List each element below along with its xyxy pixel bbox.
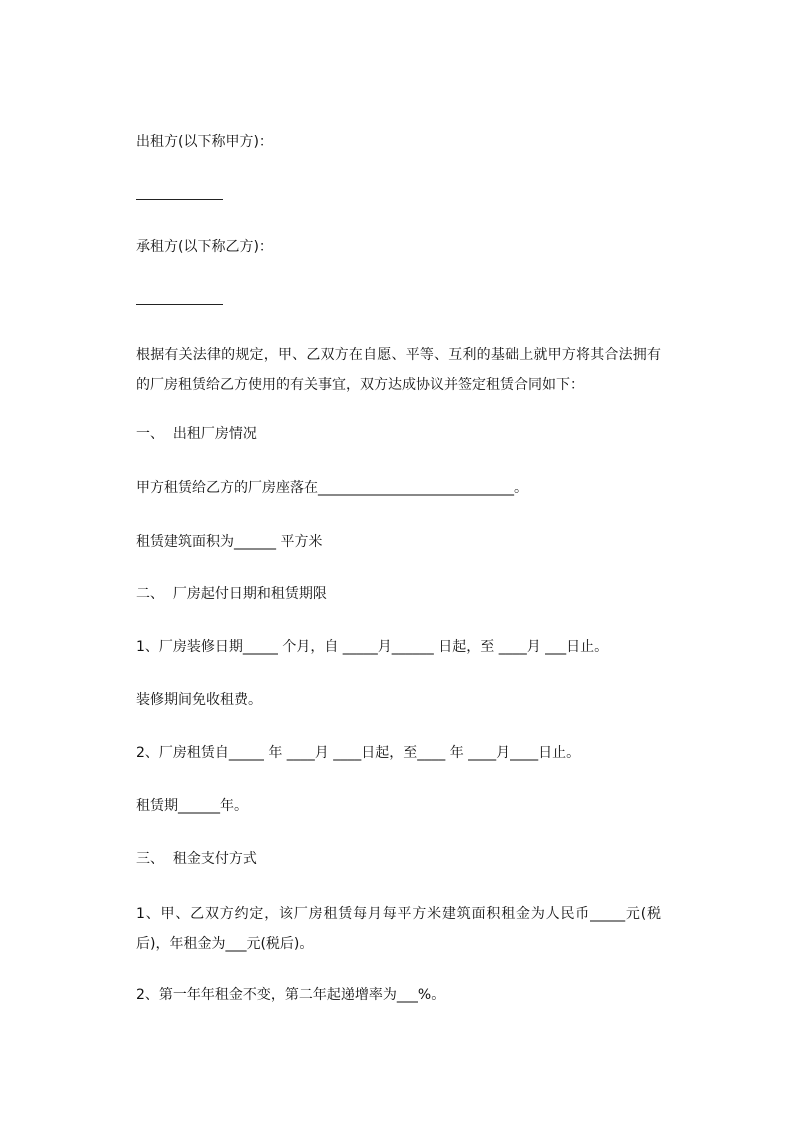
lessor-name-blank [136,199,223,200]
rent-amount-clause: 1、甲、乙双方约定，该厂房租赁每月每平方米建筑面积租金为人民币_____元(税后)，年租金为___元(税后)。 [136,906,661,952]
section-3-heading: 三、 租金支付方式 [136,851,257,867]
preamble-paragraph: 根据有关法律的规定，甲、乙双方在自愿、平等、互利的基础上就甲方将其合法拥有的厂房租赁给乙方使用的有关事宜，双方达成协议并签定租赁合同如下： [136,347,661,393]
lessee-name-blank [136,304,223,305]
factory-location-clause: 甲方租赁给乙方的厂房座落在____________________________。 [136,480,528,496]
lessee-label: 承租方(以下称乙方)： [136,239,273,255]
lease-period-clause: 2、厂房租赁自_____ 年 ____月 ____日起，至____ 年 ____月____日止。 [136,745,581,761]
section-2-heading: 二、 厂房起付日期和租赁期限 [136,586,327,602]
rental-area-clause: 租赁建筑面积为______ 平方米 [136,534,323,550]
rent-increase-clause: 2、第一年年租金不变，第二年起递增率为___%。 [136,987,446,1003]
lease-term-clause: 租赁期______年。 [136,798,248,814]
section-1-heading: 一、 出租厂房情况 [136,426,257,442]
renovation-fee-note: 装修期间免收租费。 [136,692,262,708]
renovation-period-clause: 1、厂房装修日期_____ 个月，自 _____月______ 日起，至 ____月 ___日止。 [136,639,609,655]
lessor-label: 出租方(以下称甲方)： [136,134,273,150]
